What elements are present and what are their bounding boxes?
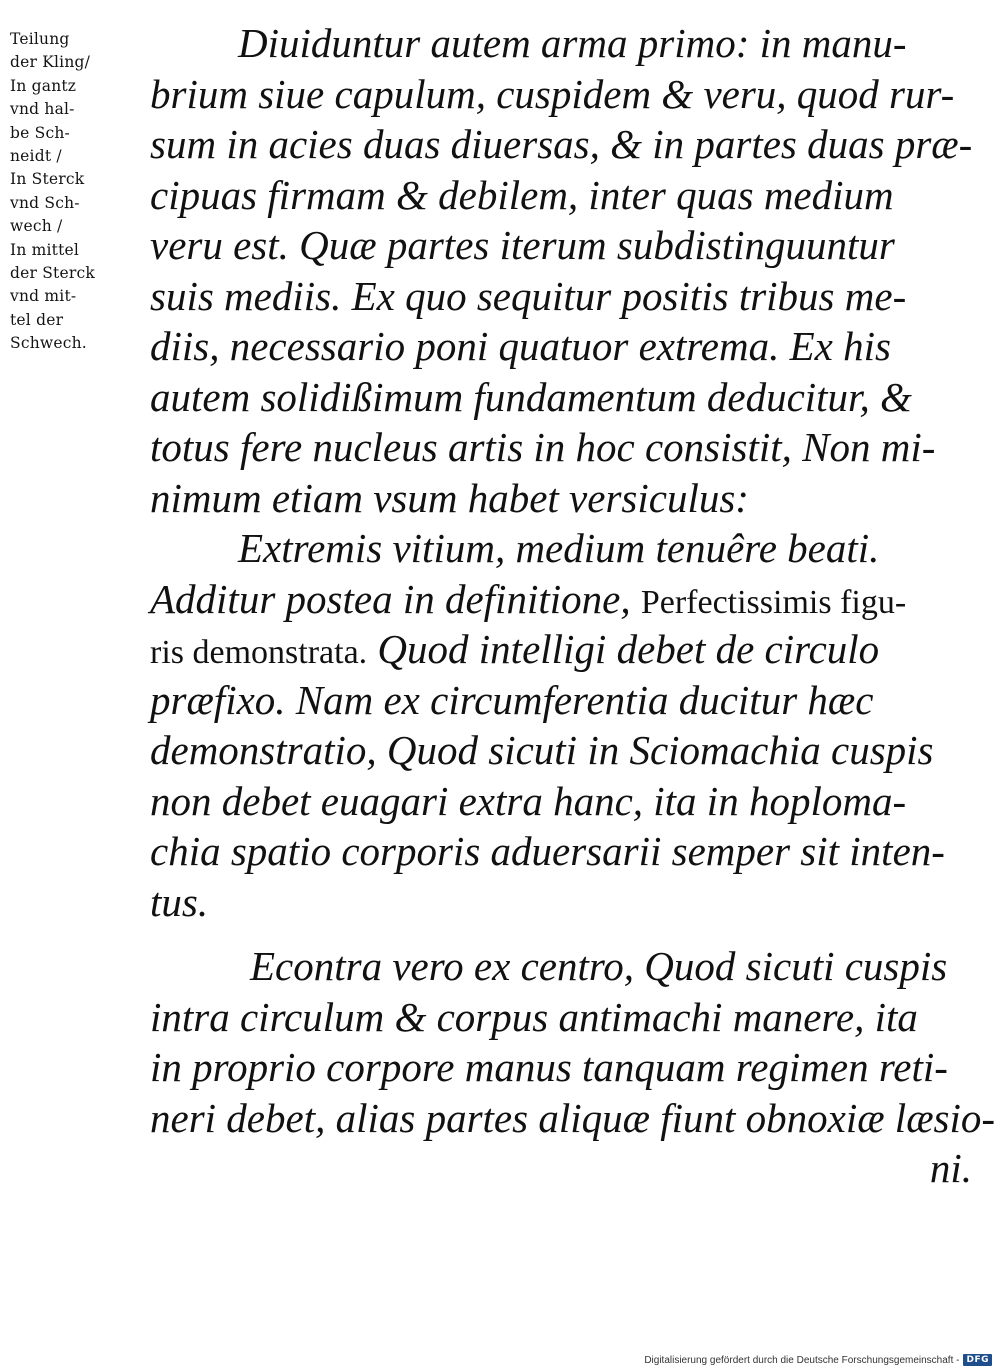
body-text xyxy=(150,18,996,1194)
text-line: totus fere nucleus artis in hoc consistit, Non mi- xyxy=(150,424,936,470)
verse-line: Extremis vitium, medium tenuêre beati. xyxy=(238,525,880,571)
dfg-logo: DFG xyxy=(963,1354,992,1366)
text-line: nimum etiam vsum habet versiculus: xyxy=(150,474,749,521)
text-segment: Quod intelligi debet de circulo xyxy=(377,626,880,672)
text-line: chia spatio corporis aduersarii semper sit inten- xyxy=(150,828,945,874)
roman-text-segment: ris demonstrata. xyxy=(150,634,368,671)
margin-note-line: der Kling/ xyxy=(10,53,91,72)
footer-text: Digitalisierung gefördert durch die Deutsche Forschungsgemeinschaft - xyxy=(644,1354,960,1366)
text-line: non debet euagari extra hanc, ita in hoploma- xyxy=(150,777,907,824)
text-line: Econtra vero ex centro, Quod sicuti cuspis xyxy=(250,943,948,989)
margin-note-line: In Sterck xyxy=(10,170,85,189)
text-line: ni. xyxy=(929,1145,972,1191)
text-line: demonstratio, Quod sicuti in Sciomachia cuspis xyxy=(150,727,934,773)
margin-note-line: vnd Sch- xyxy=(10,193,80,212)
margin-note-line: der Sterck xyxy=(10,264,95,283)
text-line: sum in acies duas diuersas, & in partes duas præ- xyxy=(150,121,973,167)
text-line xyxy=(150,624,980,675)
margin-note-line: neidt / xyxy=(10,147,62,166)
text-line: præfixo. Nam ex circumferentia ducitur hæc xyxy=(150,676,874,723)
margin-note xyxy=(10,28,140,356)
margin-note-line: Schwech. xyxy=(10,334,87,353)
text-line: in proprio corpore manus tanquam regimen reti- xyxy=(150,1044,948,1090)
text-line: Diuiduntur autem arma primo: in manu- xyxy=(238,20,907,66)
text-segment: Additur postea in definitione, xyxy=(150,575,631,622)
text-line: cipuas firmam & debilem, inter quas medium xyxy=(150,171,894,218)
text-line: suis mediis. Ex quo sequitur positis tribus me- xyxy=(150,272,907,319)
roman-text-segment: Perfectissimis figu- xyxy=(640,583,907,621)
text-line xyxy=(150,574,980,625)
margin-note-line: In mittel xyxy=(10,240,80,259)
text-line: intra circulum & corpus antimachi manere, ita xyxy=(150,993,918,1040)
margin-note-line: wech / xyxy=(10,217,63,236)
text-line: veru est. Quæ partes iterum subdistinguuntur xyxy=(150,222,895,268)
margin-note-line: Teilung xyxy=(10,30,70,48)
text-line: neri debet, alias partes aliquæ fiunt obnoxiæ læsio- xyxy=(150,1094,996,1141)
paragraph-gap xyxy=(150,927,980,941)
margin-note-line: vnd hal- xyxy=(10,100,75,119)
text-line: diis, necessario poni quatuor extrema. Ex his xyxy=(150,323,891,369)
text-line: brium siue capulum, cuspidem & veru, quod rur- xyxy=(150,70,955,117)
text-line: autem solidißimum fundamentum deducitur, & xyxy=(150,373,912,420)
margin-note-line: In gantz xyxy=(10,76,77,95)
text-line: tus. xyxy=(150,878,209,925)
margin-note-line: be Sch- xyxy=(10,123,70,142)
margin-note-line: vnd mit- xyxy=(10,287,77,306)
margin-note-line: tel der xyxy=(10,310,64,329)
digitization-footer xyxy=(644,1354,992,1366)
